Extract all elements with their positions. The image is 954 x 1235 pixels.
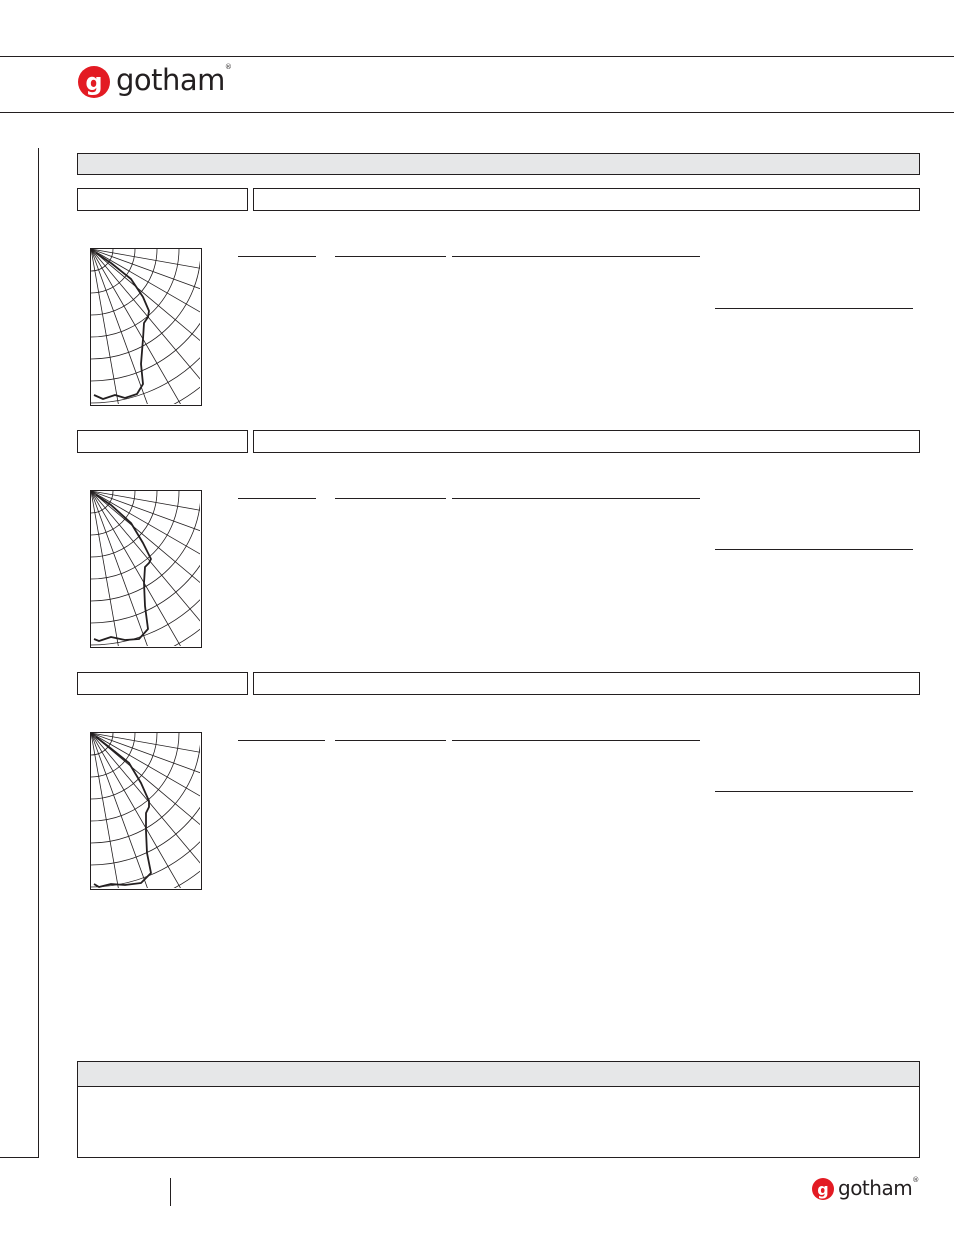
photometry-label-box	[77, 430, 248, 453]
table-header-rule	[238, 498, 316, 499]
header-logo	[78, 63, 232, 98]
footer-divider	[170, 1178, 171, 1206]
gotham-g-icon: g	[78, 66, 110, 98]
photometry-description-box	[253, 188, 920, 211]
logo-wordmark: gotham	[838, 1175, 913, 1200]
table-header-rule	[335, 740, 446, 741]
polar-candela-curve-icon	[90, 248, 202, 406]
notes-header	[78, 1062, 919, 1087]
photometry-label-box	[77, 188, 248, 211]
notes-box	[77, 1061, 920, 1158]
logo-registered-mark: ®	[912, 1175, 919, 1184]
table-header-rule	[452, 256, 700, 257]
section-title-bar	[77, 153, 920, 175]
header-top-rule	[0, 56, 954, 57]
table-header-rule	[715, 308, 913, 309]
photometry-label-box	[77, 672, 248, 695]
left-sidebar	[0, 148, 39, 1158]
polar-candela-curve-icon	[90, 732, 202, 890]
table-header-rule	[238, 740, 325, 741]
photometry-description-box	[253, 672, 920, 695]
table-header-rule	[452, 498, 700, 499]
polar-grid-graphic	[91, 249, 200, 404]
polar-candela-curve-icon	[90, 490, 202, 648]
table-header-rule	[715, 549, 913, 550]
table-header-rule	[715, 791, 913, 792]
logo-wordmark: gotham	[116, 63, 225, 97]
table-header-rule	[238, 256, 316, 257]
header-bottom-rule	[0, 112, 954, 113]
table-header-rule	[335, 498, 446, 499]
logo-registered-mark: ®	[224, 63, 232, 71]
polar-grid-graphic	[91, 491, 200, 646]
footer-logo	[812, 1175, 919, 1200]
photometry-description-box	[253, 430, 920, 453]
table-header-rule	[335, 256, 446, 257]
table-header-rule	[452, 740, 700, 741]
polar-grid-graphic	[91, 733, 200, 888]
gotham-g-icon: g	[812, 1178, 834, 1200]
